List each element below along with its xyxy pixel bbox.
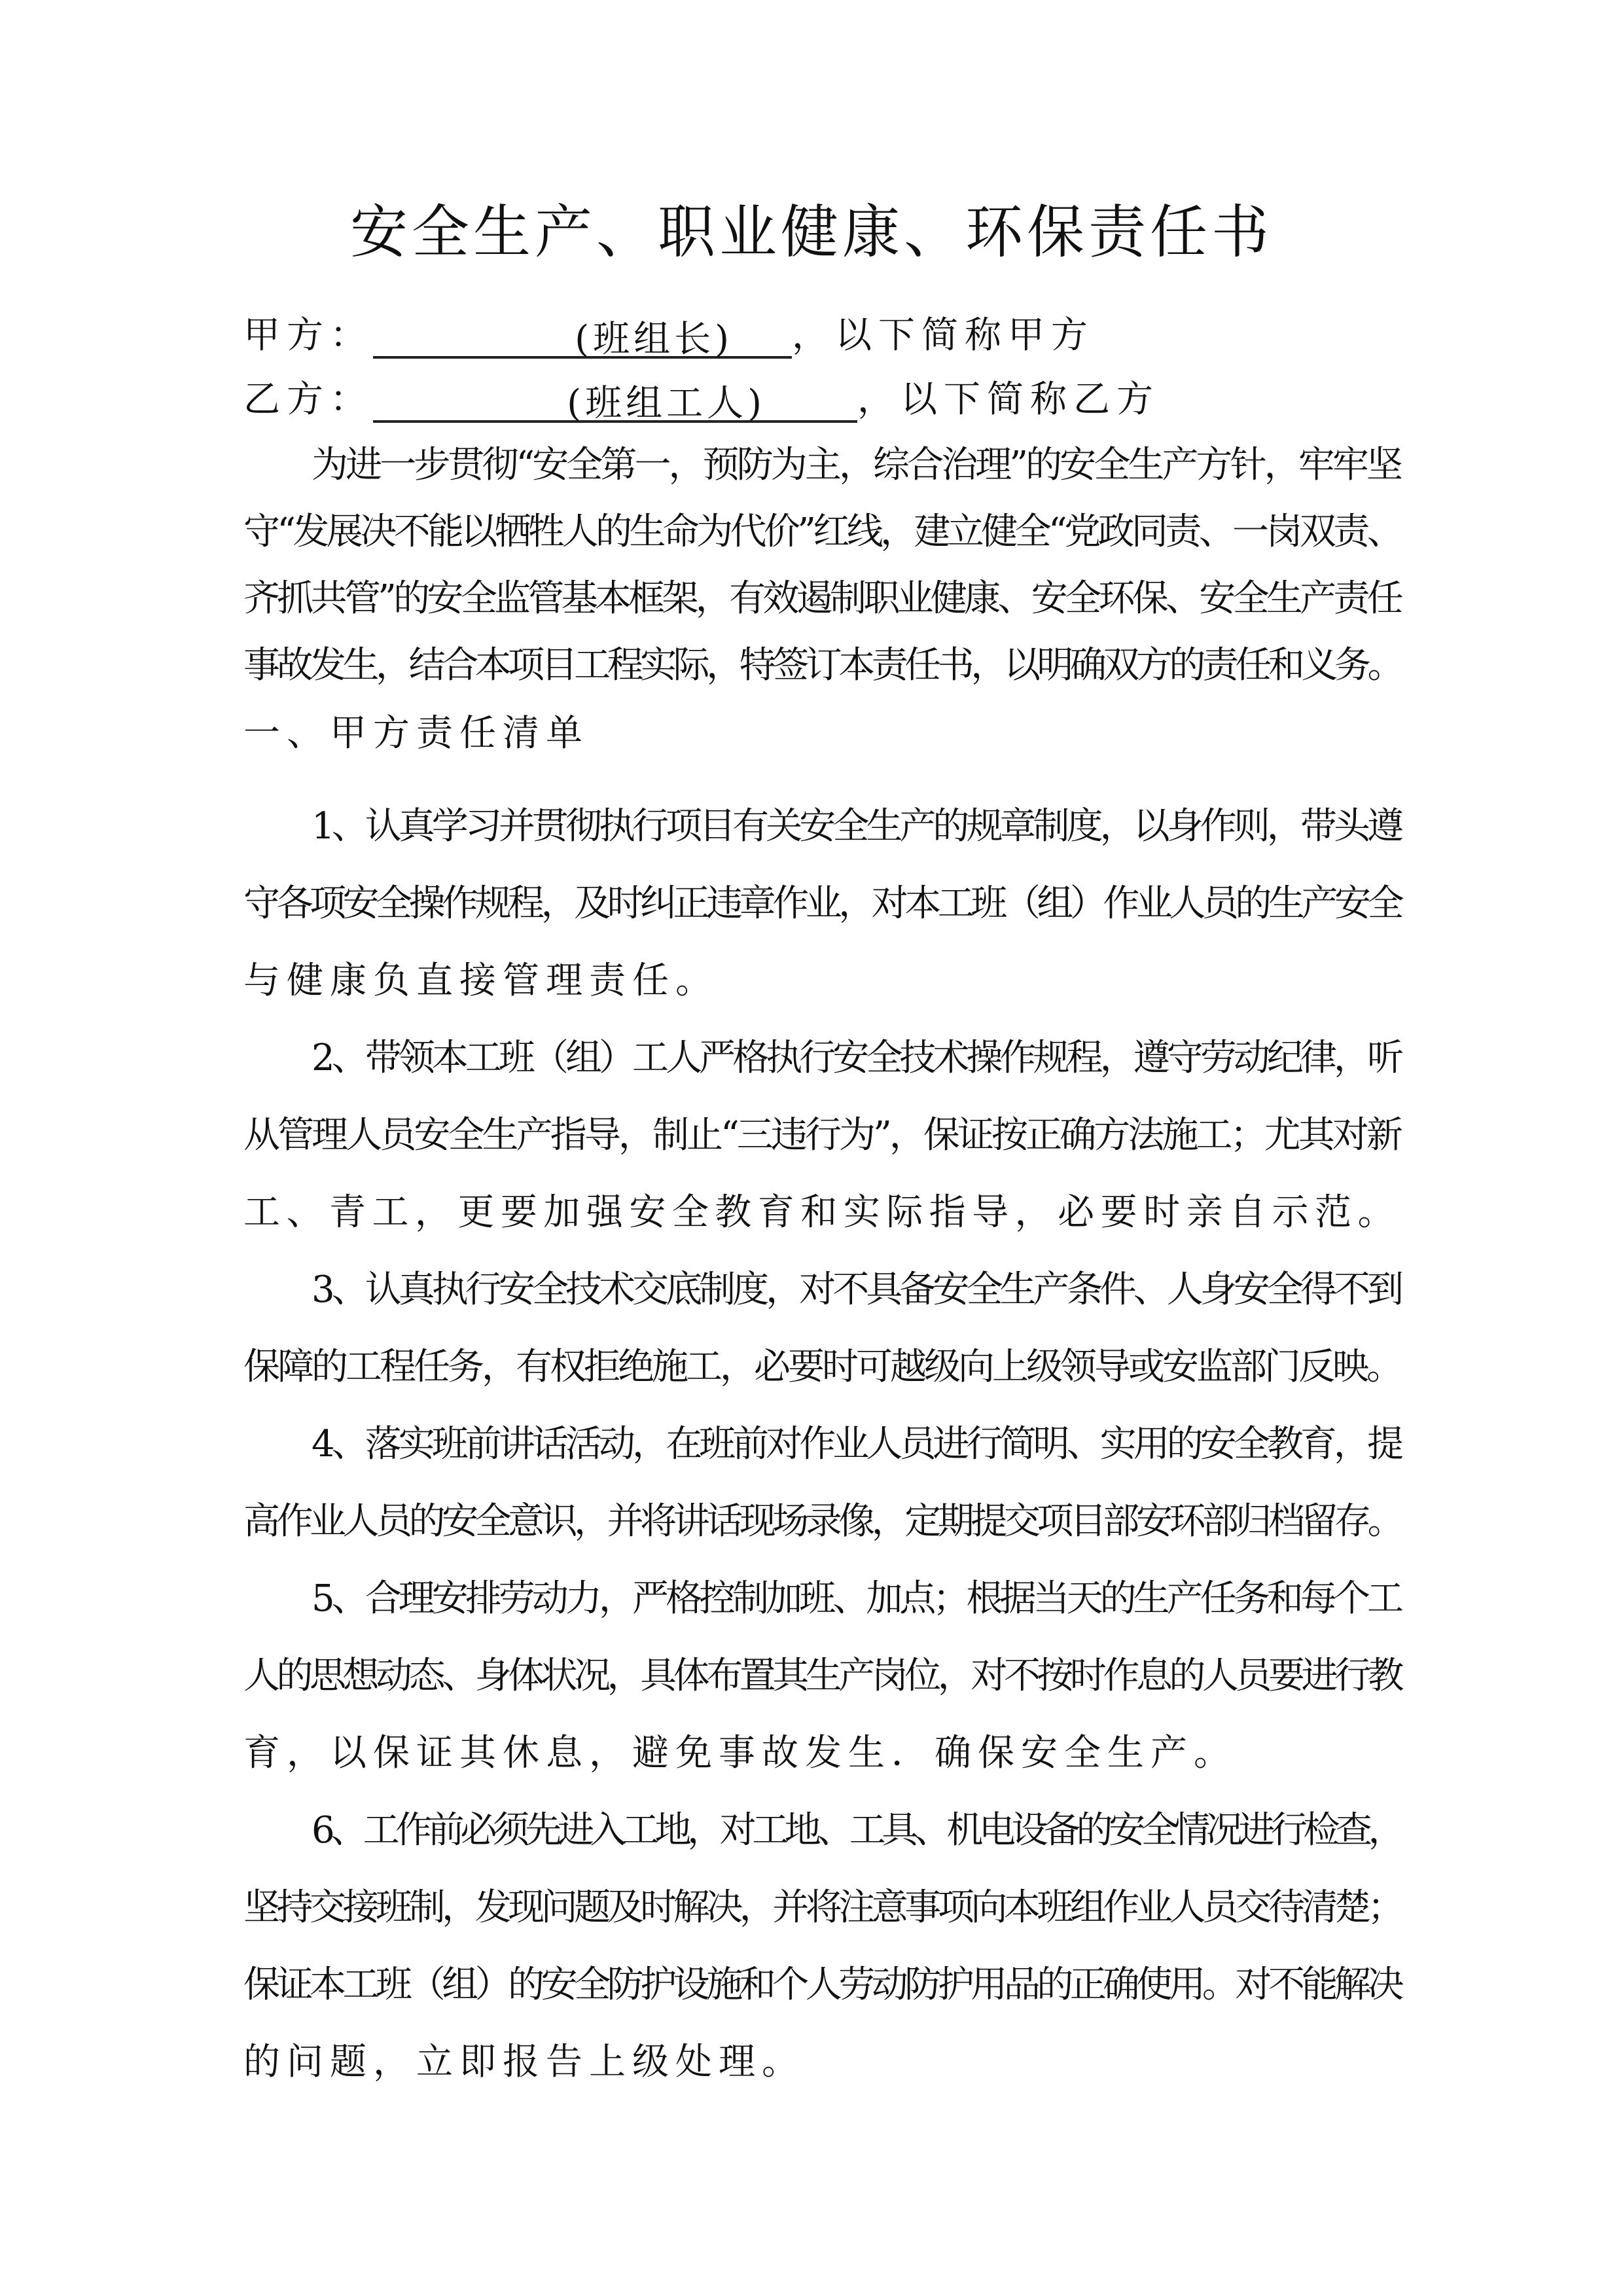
item-2-line: 从管理人员安全生产指导，制止“三违行为”，保证按正确方法施工；尤其对新 [243, 1114, 1400, 1157]
item-6-line: 坚持交接班制，发现问题及时解决，并将注意事项向本班组作业人员交待清楚； [243, 1886, 1401, 1929]
item-1-line: 与健康负直接管理责任。 [243, 960, 719, 1002]
party-b-label: 乙方： [243, 378, 373, 421]
item-4-line: 4、落实班前讲话活动，在班前对作业人员进行简明、实用的安全教育，提 [312, 1423, 1400, 1465]
item-1-line: 1、认真学习并贯彻执行项目有关安全生产的规章制度，以身作则，带头遵 [312, 805, 1400, 848]
party-a-suffix: ，以下简称甲方 [792, 314, 1094, 357]
party-b-line [243, 377, 1395, 423]
document-title: 安全生产、职业健康、环保责任书 [349, 198, 1273, 266]
item-5-line: 5、合理安排劳动力，严格控制加班、加点；根据当天的生产任务和每个工 [312, 1577, 1400, 1620]
section-heading: 一、甲方责任清单 [243, 712, 589, 755]
party-a-line [243, 313, 1395, 359]
intro-line: 齐抓共管”的安全监管基本框架，有效遏制职业健康、安全环保、安全生产责任 [243, 577, 1400, 620]
party-b-suffix: ，以下简称乙方 [857, 378, 1160, 421]
intro-line: 事故发生，结合本项目工程实际，特签订本责任书，以明确双方的责任和义务。 [243, 644, 1401, 687]
item-5-line: 育，以保证其休息，避免事故发生．确保安全生产。 [243, 1732, 1237, 1774]
item-6-line: 6、工作前必须先进入工地，对工地、工具、机电设备的安全情况进行检查， [312, 1809, 1400, 1852]
party-a-role: (班组长) [575, 318, 733, 361]
party-b-role: (班组工人) [567, 382, 766, 425]
item-6-line: 保证本工班（组）的安全防护设施和个人劳动防护用品的正确使用。对不能解决 [243, 1964, 1401, 2006]
intro-line: 守“发展决不能以牺牲人的生命为代价”红线，建立健全“党政同责、一岗双责、 [243, 511, 1400, 553]
item-5-line: 人的思想动态、身体状况，具体布置其生产岗位，对不按时作息的人员要进行教 [243, 1655, 1401, 1697]
party-a-label: 甲方： [243, 314, 373, 357]
intro-line: 为进一步贯彻“安全第一，预防为主，综合治理”的安全生产方针，牢牢坚 [312, 444, 1400, 486]
item-3-line: 3、认真执行安全技术交底制度，对不具备安全生产条件、人身安全得不到 [312, 1268, 1400, 1311]
item-1-line: 守各项安全操作规程，及时纠正违章作业，对本工班（组）作业人员的生产安全 [243, 882, 1401, 925]
item-2-line: 2、带领本工班（组）工人严格执行安全技术操作规程，遵守劳动纪律，听 [312, 1037, 1400, 1079]
item-4-line: 高作业人员的安全意识，并将讲话现场录像，定期提交项目部安环部归档留存。 [243, 1500, 1401, 1543]
item-6-line: 的问题，立即报告上级处理。 [243, 2041, 805, 2083]
item-3-line: 保障的工程任务，有权拒绝施工，必要时可越级向上级领导或安监部门反映。 [243, 1346, 1400, 1388]
party-b-signature-field[interactable] [373, 381, 857, 423]
item-2-line: 工、青工，更要加强安全教育和实际指导，必要时亲自示范。 [243, 1191, 1400, 1234]
party-a-signature-field[interactable] [373, 317, 792, 359]
